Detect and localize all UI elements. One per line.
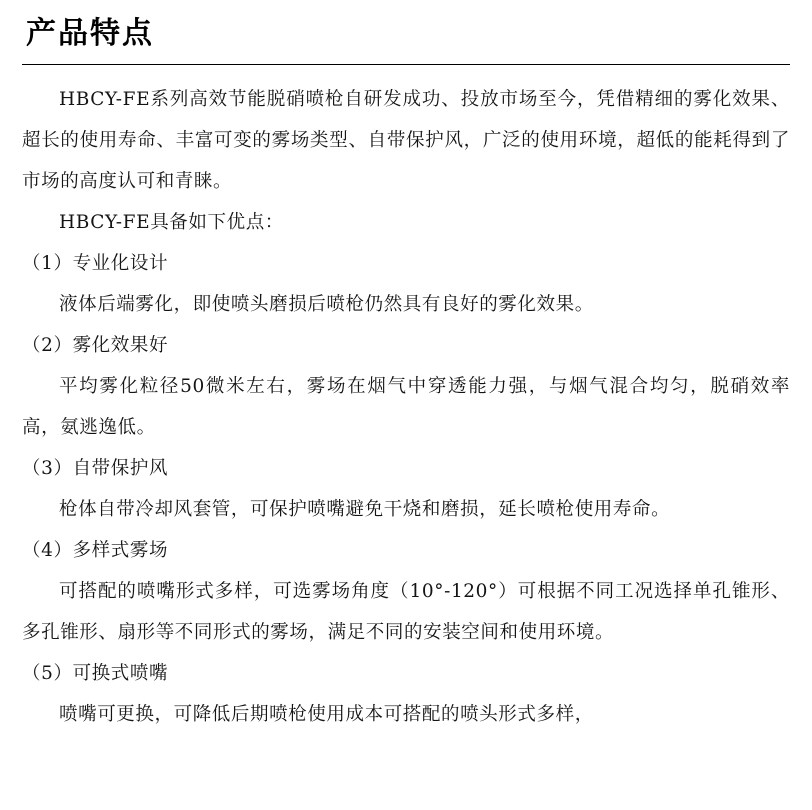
list-item-1-heading: （1）专业化设计 (22, 253, 169, 274)
page-title: 产品特点 (26, 16, 154, 51)
list-item-5-heading: （5）可换式喷嘴 (22, 663, 169, 684)
list-item-4-heading: （4）多样式雾场 (22, 540, 169, 561)
title-divider (22, 64, 790, 65)
list-item-5-body: 喷嘴可更换，可降低后期喷枪使用成本可搭配的喷头形式多样， (59, 704, 594, 725)
list-item-3-body: 枪体自带冷却风套管，可保护喷嘴避免干烧和磨损，延长喷枪使用寿命。 (59, 499, 671, 520)
document-body (22, 79, 790, 735)
list-item-4-body: 可搭配的喷嘴形式多样，可选雾场角度（10°-120°）可根据不同工况选择单孔锥形、多孔锥形、扇形等不同形式的雾场，满足不同的安装空间和使用环境。 (22, 581, 790, 643)
list-item-1-body: 液体后端雾化，即使喷头磨损后喷枪仍然具有良好的雾化效果。 (59, 294, 594, 315)
list-item-2-body: 平均雾化粒径50微米左右，雾场在烟气中穿透能力强，与烟气混合均匀，脱硝效率高，氨逃逸低。 (22, 376, 790, 438)
list-item-3-heading: （3）自带保护风 (22, 458, 169, 479)
document-page (0, 8, 812, 810)
paragraph-intro: HBCY-FE系列高效节能脱硝喷枪自研发成功、投放市场至今，凭借精细的雾化效果、超长的使用寿命、丰富可变的雾场类型、自带保护风，广泛的使用环境，超低的能耗得到了市场的高度认可和青睐。 (22, 89, 790, 192)
paragraph-advantages-lead: HBCY-FE具备如下优点： (59, 212, 284, 233)
list-item-2-heading: （2）雾化效果好 (22, 335, 169, 356)
